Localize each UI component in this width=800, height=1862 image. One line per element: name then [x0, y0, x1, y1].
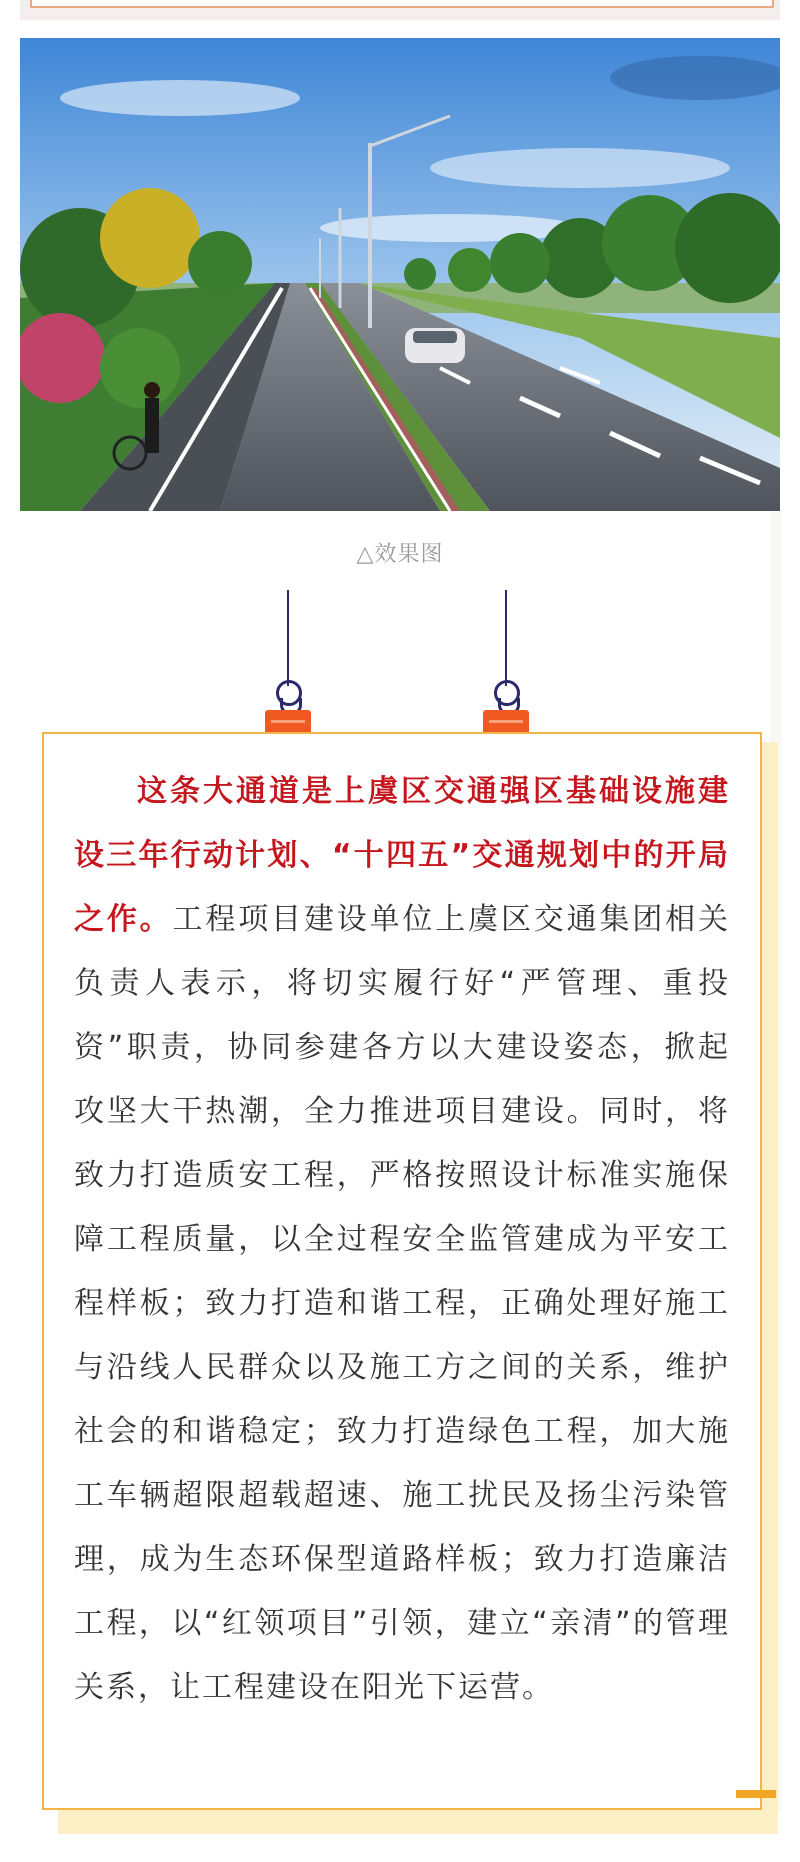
binder-clip-right — [483, 590, 529, 740]
road-rendering-image — [20, 38, 780, 511]
card-corner-accent — [736, 1790, 776, 1798]
binder-clip-left — [265, 590, 311, 740]
article-body: 工程项目建设单位上虞区交通集团相关负责人表示，将切实履行好“严管理、重投资”职责，协同参建各方以大建设姿态，掀起攻坚大干热潮，全力推进项目建设。同时，将致力打造质安工程，严格按照设计标准实施保障工程质量，以全过程安全监管建成为平安工程样板；致力打造和谐工程，正确处理好施工与沿线人民群众以及施工方之间的关系，维护社会的和谐稳定；致力打造绿色工程，加大施工车辆超限超载超速、施工扰民及扬尘污染管理，成为生态环保型道路样板；致力打造廉洁工程，以“红领项目”引领，建立“亲清”的管理关系，让工程建设在阳光下运营。 — [74, 902, 731, 1705]
image-caption: △效果图 — [356, 542, 444, 567]
article-highlight: 这条大通道是上虞区交通强区基础设施建设三年行动计划、“十四五”交通规划中的开局之作。 — [74, 774, 730, 937]
previous-box-bottom — [30, 0, 774, 8]
article-paragraph — [74, 760, 730, 1720]
